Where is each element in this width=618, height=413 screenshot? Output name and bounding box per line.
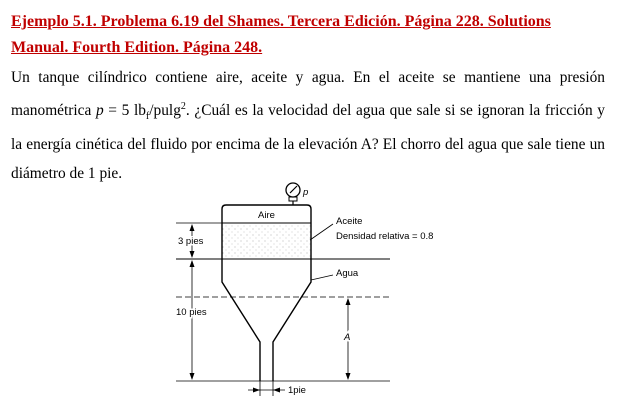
title-line-1: Ejemplo 5.1. Problema 6.19 del Shames. Tercera Edición. Página 228. Solutions	[11, 13, 551, 30]
statement-text-1: Un tanque cilíndrico contiene aire, aceite y agua. En el aceite se mantiene una presión manométrica	[11, 69, 605, 119]
air-label: Aire	[258, 210, 275, 221]
dim-10-label: 10 pies	[176, 307, 207, 318]
dim-a-arrow-up	[346, 298, 351, 305]
squared-superscript: 2	[180, 100, 186, 112]
dim-10-arrow-up	[190, 260, 195, 267]
oil-leader	[310, 224, 333, 240]
example-title	[11, 9, 605, 61]
oil-region	[222, 223, 311, 259]
pressure-variable: p	[95, 101, 104, 119]
oil-label: Aceite	[336, 216, 363, 227]
force-subscript: f	[145, 110, 150, 122]
water-label: Agua	[336, 268, 359, 279]
jet-arrow-left	[253, 388, 260, 393]
tank-diagram	[160, 178, 460, 408]
gauge-label: p	[303, 187, 309, 198]
problem-statement	[11, 64, 605, 188]
jet-diameter-label: 1pie	[288, 385, 306, 396]
density-label: Densidad relativa = 0.8	[336, 231, 434, 242]
title-line-2: Manual. Fourth Edition. Página 248.	[11, 39, 263, 56]
dim-3-arrow-down	[190, 251, 195, 258]
statement-text-2: = 5 lb	[103, 101, 146, 119]
water-leader	[311, 275, 333, 280]
dim-3-label: 3 pies	[178, 236, 204, 247]
elevation-a-label: A	[344, 332, 351, 343]
statement-text-4: . ¿Cuál es la velocidad del agua que sale si se ignoran la fricción y la energía cinética del fluido por encima de la elevación A? El chorro del agua que sale tiene un diámetro de 1 pie.	[11, 101, 605, 182]
statement-text-3: /pulg	[149, 101, 181, 119]
dim-10-arrow-down	[190, 373, 195, 380]
dim-3-arrow-up	[190, 224, 195, 231]
jet-arrow-right	[273, 388, 280, 393]
dim-a-arrow-down	[346, 373, 351, 380]
